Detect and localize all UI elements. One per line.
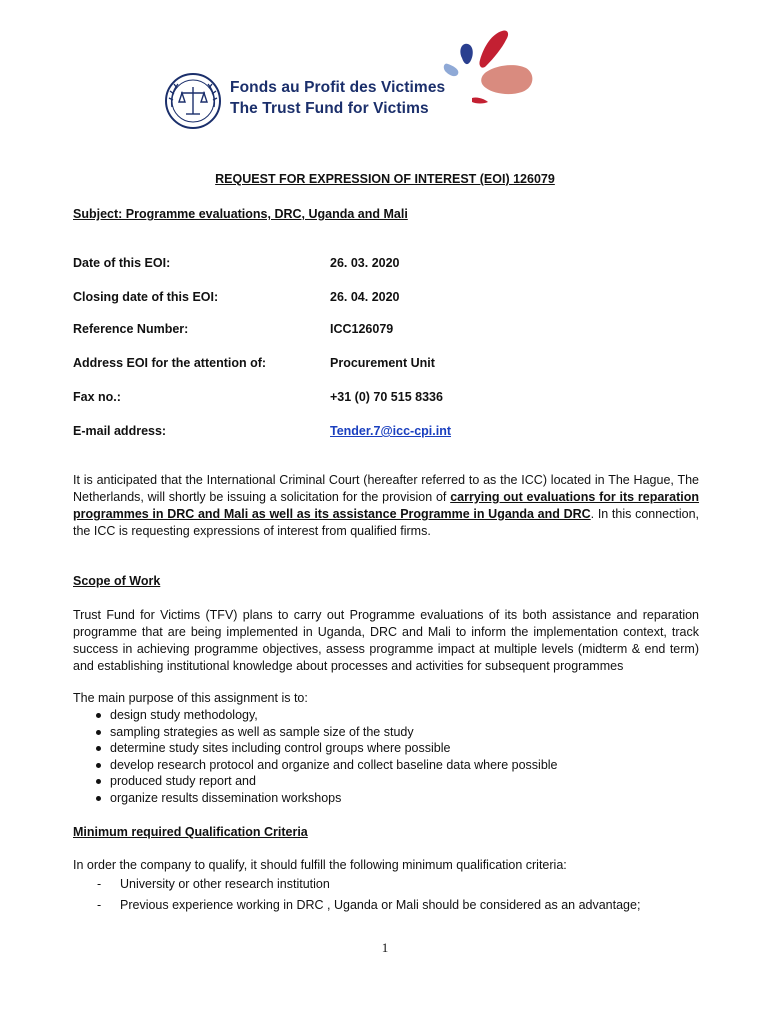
field-value-attention: Procurement Unit bbox=[330, 356, 435, 370]
field-label-email: E-mail address: bbox=[73, 424, 167, 438]
bullet-icon bbox=[96, 746, 101, 751]
org-name-french: Fonds au Profit des Victimes bbox=[230, 79, 446, 96]
field-value-email bbox=[330, 424, 451, 438]
scope-paragraph: Trust Fund for Victims (TFV) plans to carry out Programme evaluations of its both assistance and reparation programme that are being implemented in Uganda, DRC and Mali to inform the implementation context, track success in achieving programme objectives, assess programme impact at multiple levels (midterm & end term) and establishing institutional knowledge about processes and activities for subsequent programmes bbox=[73, 608, 699, 673]
field-value-closing-date: 26. 04. 2020 bbox=[330, 290, 400, 304]
field-label-closing-date: Closing date of this EOI: bbox=[73, 290, 219, 304]
document-title: REQUEST FOR EXPRESSION OF INTEREST (EOI) 126079 bbox=[215, 172, 555, 186]
field-value-date: 26. 03. 2020 bbox=[330, 256, 400, 270]
dash-marker: - bbox=[97, 898, 102, 912]
intro-text-after: . In this connection, the ICC is requesting expressions of interest from qualified firms. bbox=[73, 507, 700, 538]
list-item: produced study report and bbox=[92, 773, 558, 790]
bullet-icon bbox=[96, 763, 101, 768]
list-item: sampling strategies as well as sample size of the study bbox=[92, 724, 558, 741]
field-label-fax: Fax no.: bbox=[73, 390, 121, 404]
icc-seal-icon bbox=[164, 72, 222, 130]
intro-paragraph bbox=[73, 472, 699, 540]
list-item: develop research protocol and organize and collect baseline data where possible bbox=[92, 757, 558, 774]
field-label-attention: Address EOI for the attention of: bbox=[73, 356, 267, 370]
list-item: - Previous experience working in DRC , Uganda or Mali should be considered as an advantage; bbox=[93, 895, 640, 916]
subject-line: Subject: Programme evaluations, DRC, Uganda and Mali bbox=[73, 207, 408, 221]
purpose-intro: The main purpose of this assignment is to: bbox=[73, 691, 308, 705]
qualification-list bbox=[93, 874, 640, 916]
bullet-icon bbox=[96, 713, 101, 718]
intro-emphasis: carrying out evaluations for its reparation programmes in DRC and Mali as well as its assistance Programme in Uganda and DRC bbox=[73, 490, 700, 521]
bullet-icon bbox=[96, 779, 101, 784]
page-number: 1 bbox=[381, 940, 389, 955]
brand-shapes-icon bbox=[418, 28, 538, 110]
header-logo bbox=[160, 28, 540, 128]
scope-heading: Scope of Work bbox=[73, 574, 161, 588]
field-label-reference: Reference Number: bbox=[73, 322, 189, 336]
qualification-intro: In order the company to qualify, it should fulfill the following minimum qualification criteria: bbox=[73, 858, 567, 872]
email-link[interactable]: Tender.7@icc-cpi.int bbox=[330, 424, 452, 438]
bullet-icon bbox=[96, 796, 101, 801]
list-item: - University or other research institution bbox=[93, 874, 640, 895]
org-name-english: The Trust Fund for Victims bbox=[230, 100, 429, 117]
purpose-list bbox=[92, 707, 558, 807]
qualification-heading: Minimum required Qualification Criteria bbox=[73, 825, 308, 839]
field-value-fax: +31 (0) 70 515 8336 bbox=[330, 390, 443, 404]
field-value-reference: ICC126079 bbox=[330, 322, 394, 336]
list-item: design study methodology, bbox=[92, 707, 558, 724]
field-label-date: Date of this EOI: bbox=[73, 256, 171, 270]
bullet-icon bbox=[96, 730, 101, 735]
list-item: determine study sites including control groups where possible bbox=[92, 740, 558, 757]
intro-text-before: It is anticipated that the International Criminal Court (hereafter referred to as the ICC) located in The Hague, The Netherlands, will shortly be issuing a solicitation for the provision of bbox=[73, 473, 699, 504]
list-item: organize results dissemination workshops bbox=[92, 790, 558, 807]
dash-marker: - bbox=[97, 877, 102, 891]
